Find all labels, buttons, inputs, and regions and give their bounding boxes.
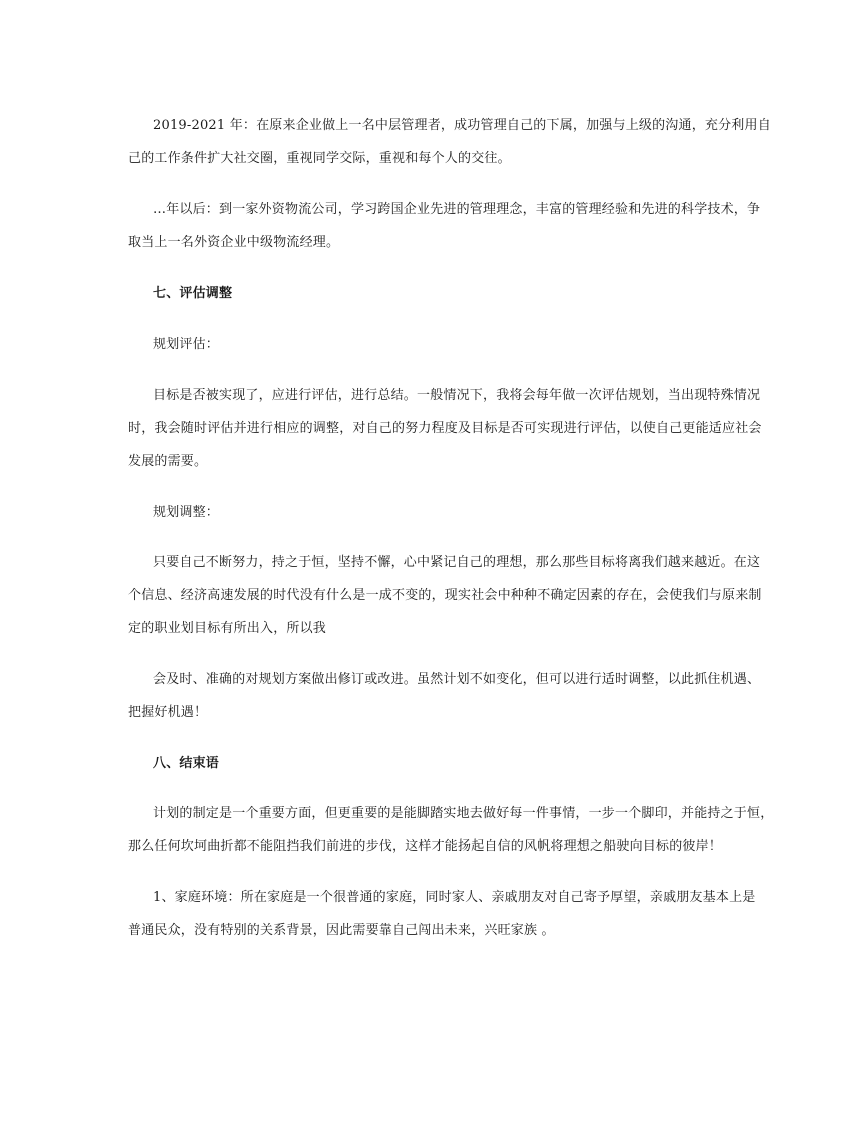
paragraph-conclusion-line-2: 那么任何坎坷曲折都不能阻挡我们前进的步伐，这样才能扬起自信的风帆将理想之船驶向目标的彼岸！ (128, 839, 723, 854)
paragraph-2019-line-1: 2019-2021 年：在原来企业做上一名中层管理者，成功管理自己的下属，加强与上级的沟通，充分利用自 (153, 118, 771, 133)
paragraph-evaluation-line-3: 发展的需要。 (128, 454, 208, 469)
paragraph-revision-line-1: 会及时、准确的对规划方案做出修订或改进。虽然计划不如变化，但可以进行适时调整，以此抓住机遇、 (153, 672, 761, 687)
paragraph-later-line-2: 取当上一名外资企业中级物流经理。 (128, 235, 340, 250)
paragraph-family-line-2: 普通民众，没有特别的关系背景，因此需要靠自己闯出未来，兴旺家族 。 (128, 923, 555, 938)
paragraph-evaluation-line-1: 目标是否被实现了，应进行评估，进行总结。一般情况下，我将会每年做一次评估规划，当出现特殊情况 (153, 388, 761, 403)
section-heading-7: 七、评估调整 (153, 286, 233, 301)
paragraph-revision-line-2: 把握好机遇！ (128, 705, 208, 720)
section-heading-8: 八、结束语 (153, 756, 220, 771)
paragraph-adjustment-line-2: 个信息、经济高速发展的时代没有什么是一成不变的，现实社会中种种不确定因素的存在，会使我们与原来制 (128, 588, 762, 603)
paragraph-family-line-1: 1、家庭环境：所在家庭是一个很普通的家庭，同时家人、亲戚朋友对自己寄予厚望，亲戚朋友基本上是 (153, 890, 756, 905)
paragraph-evaluation-line-2: 时，我会随时评估并进行相应的调整，对自己的努力程度及目标是否可实现进行评估，以使自己更能适应社会 (128, 421, 762, 436)
paragraph-conclusion-line-1: 计划的制定是一个重要方面，但更重要的是能脚踏实地去做好每一件事情，一步一个脚印，并能持之于恒， (153, 806, 774, 821)
paragraph-2019-line-2: 己的工作条件扩大社交圈，重视同学交际，重视和每个人的交往。 (128, 151, 511, 166)
adjustment-label: 规划调整： (153, 505, 220, 520)
paragraph-adjustment-line-1: 只要自己不断努力，持之于恒，坚持不懈，心中紧记自己的理想，那么那些目标将离我们越来越近。在这 (153, 555, 761, 570)
paragraph-adjustment-line-3: 定的职业划目标有所出入，所以我 (128, 621, 327, 636)
paragraph-later-line-1: …年以后：到一家外资物流公司，学习跨国企业先进的管理理念，丰富的管理经验和先进的科学技术，争 (153, 202, 761, 217)
evaluation-label: 规划评估： (153, 337, 220, 352)
